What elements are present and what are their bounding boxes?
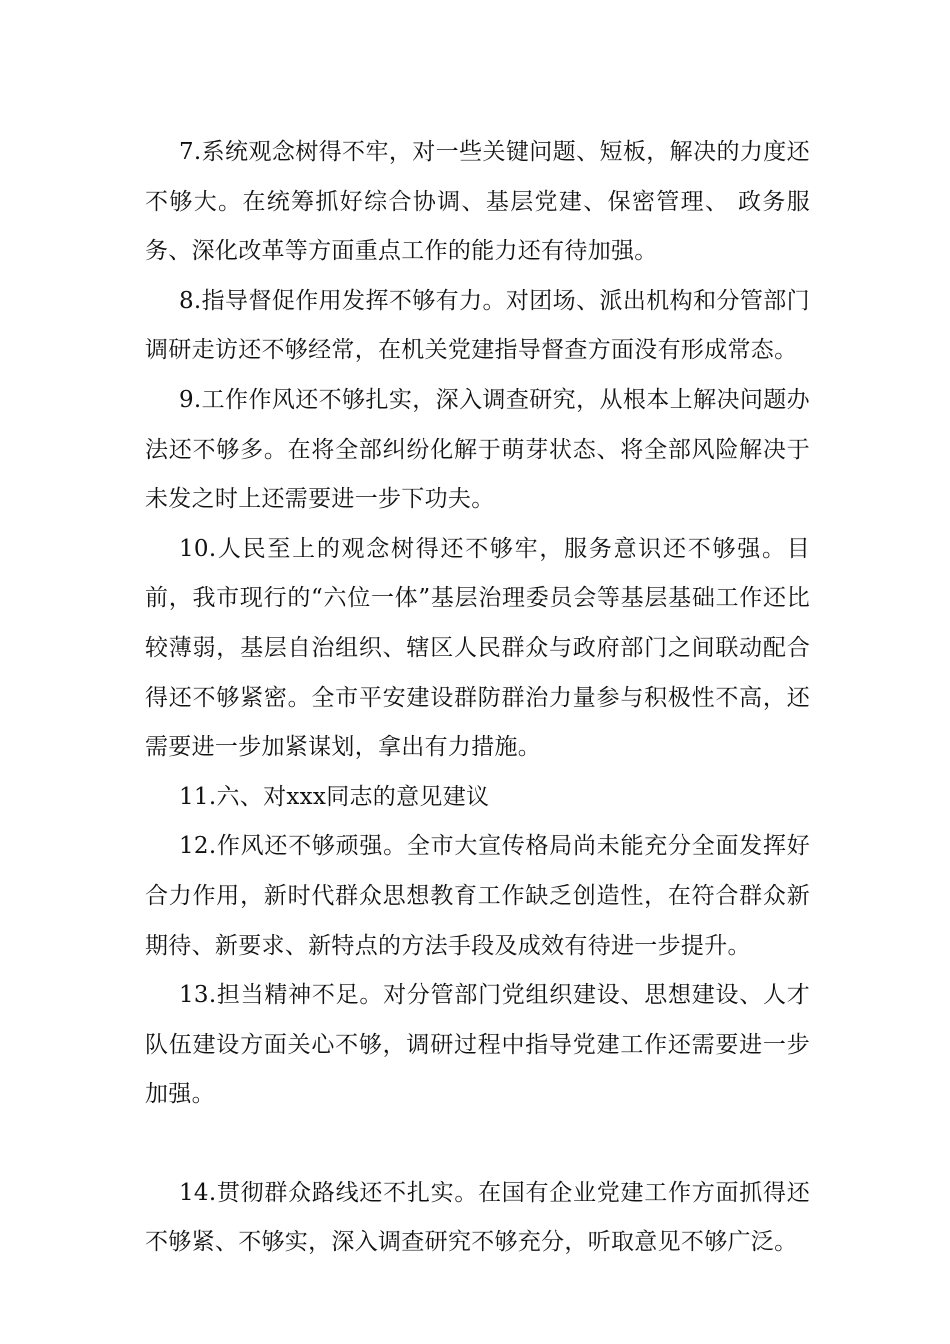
paragraph-10: 10.人民至上的观念树得还不够牢，服务意识还不够强。目前，我市现行的“六位一体”基层治理委员会等基层基础工作还比较薄弱，基层自治组织、辖区人民群众与政府部门之间联动配合得还不够紧密。全市平安建设群防群治力量参与积极性不高，还需要进一步加紧谋划，拿出有力措施。 (145, 535, 810, 761)
paragraph-13: 13.担当精神不足。对分管部门党组织建设、思想建设、人才队伍建设方面关心不够，调研过程中指导党建工作还需要进一步加强。 (145, 982, 810, 1108)
paragraph-14: 14.贯彻群众路线还不扎实。在国有企业党建工作方面抓得还不够紧、不够实，深入调查研究不够充分，听取意见不够广泛。 (145, 1179, 810, 1256)
paragraph-9: 9.工作作风还不够扎实，深入调查研究，从根本上解决问题办法还不够多。在将全部纠纷化解于萌芽状态、将全部风险解决于未发之时上还需要进一步下功夫。 (145, 386, 810, 513)
paragraph-7: 7.系统观念树得不牢，对一些关键问题、短板，解决的力度还不够大。在统筹抓好综合协调、基层党建、保密管理、 政务服务、深化改革等方面重点工作的能力还有待加强。 (145, 139, 810, 265)
paragraph-11: 11.六、对xxx同志的意见建议 (179, 783, 490, 810)
paragraph-8: 8.指导督促作用发挥不够有力。对团场、派出机构和分管部门调研走访还不够经常，在机关党建指导督查方面没有形成常态。 (145, 287, 810, 364)
document-body (145, 128, 810, 1268)
paragraph-12: 12.作风还不够顽强。全市大宣传格局尚未能充分全面发挥好合力作用，新时代群众思想教育工作缺乏创造性，在符合群众新期待、新要求、新特点的方法手段及成效有待进一步提升。 (145, 833, 810, 959)
